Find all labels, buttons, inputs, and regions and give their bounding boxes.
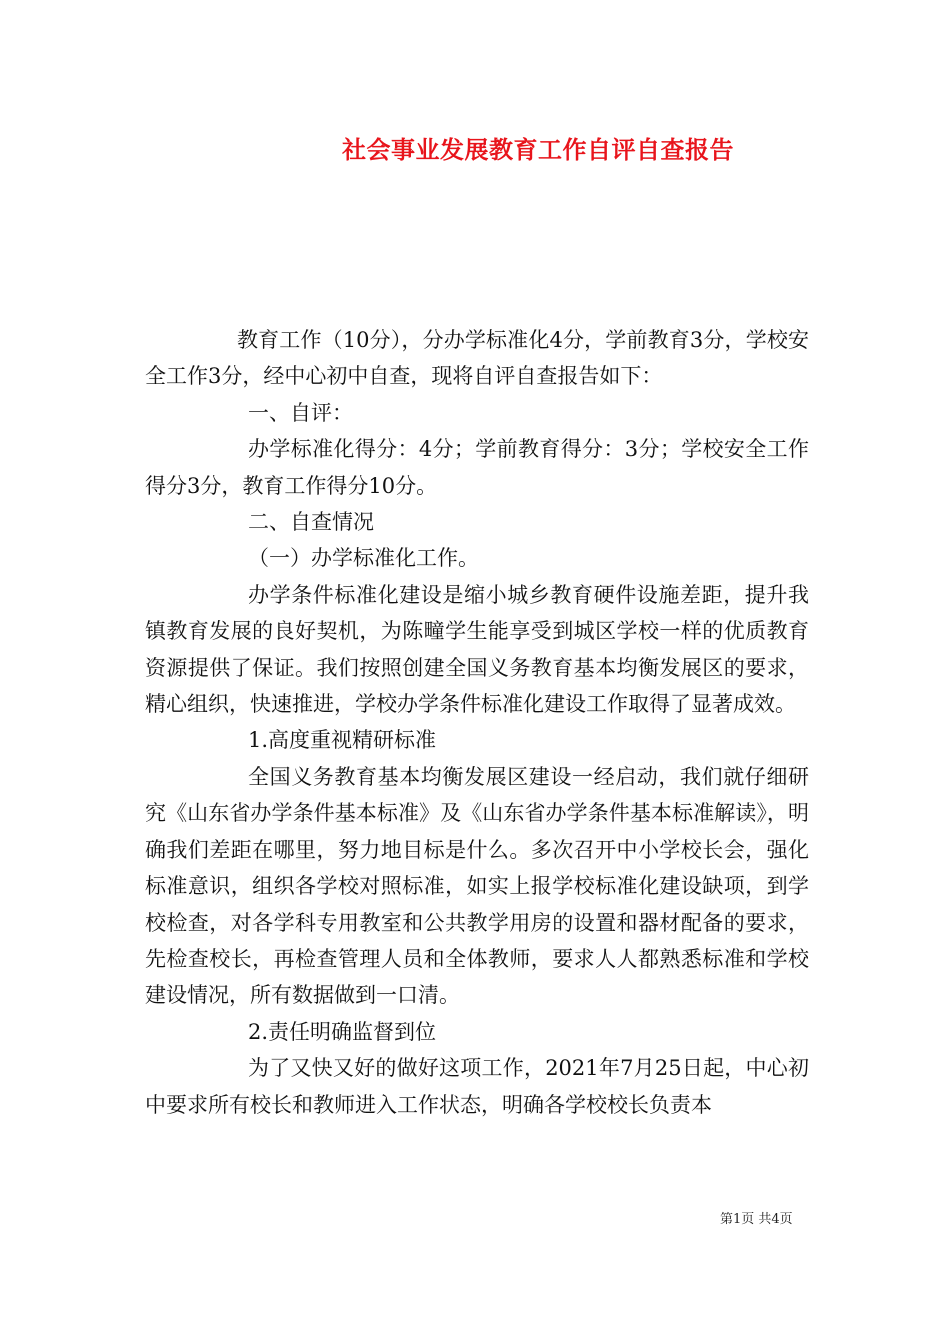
paragraph-item-1: 全国义务教育基本均衡发展区建设一经启动，我们就仔细研究《山东省办学条件基本标准》及《山东省办学条件基本标准解读》，明确我们差距在哪里，努力地目标是什么。多次召开中小学校长会，强化标准意识，组织各学校对照标准，如实上报学校标准化建设缺项，到学校检查，对各学科专用教室和公共教学用房的设置和器材配备的要求，先检查校长，再检查管理人员和全体教师，要求人人都熟悉标准和学校建设情况，所有数据做到一口清。 bbox=[145, 764, 809, 1008]
document-body bbox=[145, 322, 809, 1123]
heading-item-2: 2.责任明确监督到位 bbox=[248, 1019, 437, 1044]
paragraph-item-2: 为了又快又好的做好这项工作，2021年7月25日起，中心初中要求所有校长和教师进入工作状态，明确各学校校长负责本 bbox=[145, 1056, 809, 1117]
heading-self-inspection: 二、自查情况 bbox=[248, 510, 374, 535]
heading-self-evaluation: 一、自评： bbox=[248, 400, 353, 425]
heading-item-1: 1.高度重视精研标准 bbox=[248, 728, 437, 753]
paragraph-intro: 教育工作（10分），分办学标准化4分，学前教育3分，学校安全工作3分，经中心初中自查，现将自评自查报告如下： bbox=[145, 328, 809, 389]
paragraph-standardization: 办学条件标准化建设是缩小城乡教育硬件设施差距，提升我镇教育发展的良好契机，为陈疃学生能享受到城区学校一样的优质教育资源提供了保证。我们按照创建全国义务教育基本均衡发展区的要求，精心组织，快速推进，学校办学条件标准化建设工作取得了显著成效。 bbox=[145, 582, 809, 717]
heading-standardization: （一）办学标准化工作。 bbox=[248, 546, 479, 571]
page-number: 第1页 共4页 bbox=[720, 1212, 793, 1227]
document-title: 社会事业发展教育工作自评自查报告 bbox=[342, 135, 734, 164]
paragraph-scores: 办学标准化得分：4分；学前教育得分：3分；学校安全工作得分3分，教育工作得分10分。 bbox=[145, 437, 809, 498]
